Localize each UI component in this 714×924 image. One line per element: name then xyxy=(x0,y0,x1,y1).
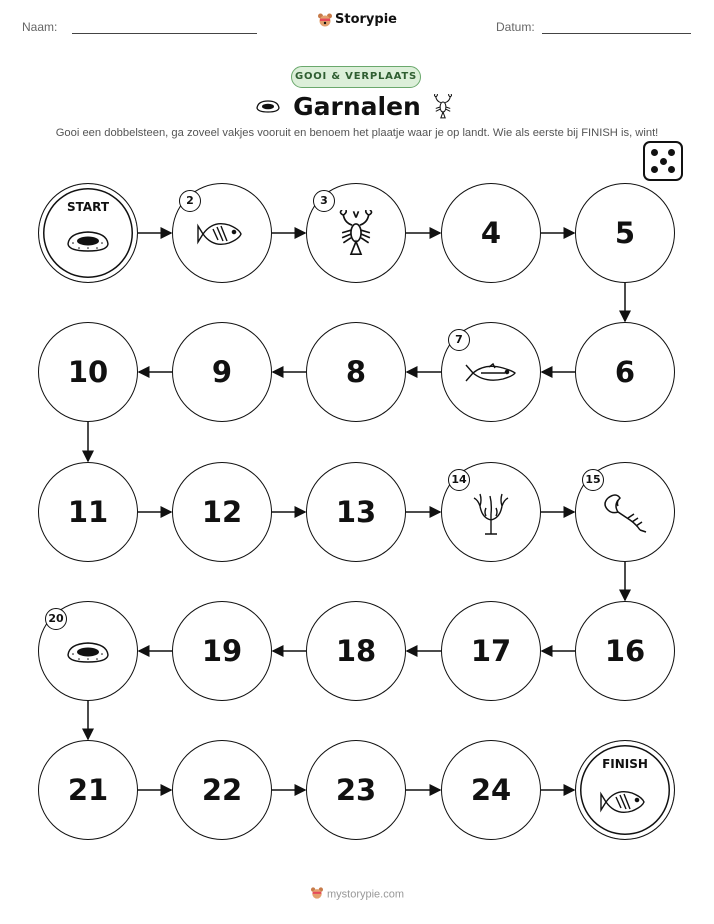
space-number-badge: 20 xyxy=(45,608,67,630)
space-number-badge: 2 xyxy=(179,190,201,212)
board-space-20 xyxy=(38,601,138,701)
board-space-12 xyxy=(172,462,272,562)
space-number-badge: 3 xyxy=(313,190,335,212)
space-number-badge: 15 xyxy=(582,469,604,491)
lobster-icon xyxy=(337,210,375,262)
shrimp-claw-icon xyxy=(600,492,650,538)
name-label: Naam: xyxy=(22,20,58,34)
board-space-9 xyxy=(172,322,272,422)
finish-space xyxy=(575,740,675,840)
space-number: 19 xyxy=(201,634,243,668)
space-label: FINISH xyxy=(602,757,648,771)
space-number: 13 xyxy=(335,495,377,529)
board-space-7 xyxy=(441,322,541,422)
space-number: 5 xyxy=(614,216,636,250)
board-space-10 xyxy=(38,322,138,422)
space-number: 10 xyxy=(67,355,109,389)
fish-icon xyxy=(600,785,650,823)
space-number: 18 xyxy=(335,634,377,668)
board-space-4 xyxy=(441,183,541,283)
space-number: 9 xyxy=(211,355,233,389)
space-label: START xyxy=(66,200,110,214)
space-number-badge: 7 xyxy=(448,329,470,351)
space-number: 16 xyxy=(604,634,646,668)
space-number: 11 xyxy=(67,495,109,529)
space-number: 6 xyxy=(614,355,636,389)
board-space-18 xyxy=(306,601,406,701)
board-space-23 xyxy=(306,740,406,840)
bear-logo-icon xyxy=(310,887,324,902)
page-title: Garnalen xyxy=(293,92,421,121)
board-space-3 xyxy=(306,183,406,283)
space-number: 23 xyxy=(335,773,377,807)
board-space-13 xyxy=(306,462,406,562)
board-space-8 xyxy=(306,322,406,422)
space-number: 17 xyxy=(470,634,512,668)
board-space-15 xyxy=(575,462,675,562)
coral-icon xyxy=(468,490,514,540)
space-number: 21 xyxy=(67,773,109,807)
game-type-badge: GOOI & VERPLAATS xyxy=(291,66,421,88)
start-space xyxy=(38,183,138,283)
tuna-icon xyxy=(465,360,517,390)
board-space-16 xyxy=(575,601,675,701)
board-space-2 xyxy=(172,183,272,283)
burrow-icon xyxy=(65,228,111,258)
board-space-24 xyxy=(441,740,541,840)
space-number-badge: 14 xyxy=(448,469,470,491)
board-space-19 xyxy=(172,601,272,701)
board-space-17 xyxy=(441,601,541,701)
board-space-14 xyxy=(441,462,541,562)
board-space-22 xyxy=(172,740,272,840)
space-number: 12 xyxy=(201,495,243,529)
fish-icon xyxy=(197,217,247,255)
footer-url xyxy=(0,887,714,902)
board-space-11 xyxy=(38,462,138,562)
board-space-6 xyxy=(575,322,675,422)
brand-name: Storypie xyxy=(335,12,397,27)
space-number: 4 xyxy=(480,216,502,250)
footer-text: mystorypie.com xyxy=(326,888,405,901)
space-number: 24 xyxy=(470,773,512,807)
board-space-21 xyxy=(38,740,138,840)
burrow-icon xyxy=(65,639,111,669)
space-number: 8 xyxy=(345,355,367,389)
space-number: 22 xyxy=(201,773,243,807)
date-label: Datum: xyxy=(496,20,535,34)
board-space-5 xyxy=(575,183,675,283)
instructions-text: Gooi een dobbelsteen, ga zoveel vakjes vooruit en benoem het plaatje waar je op landt. Wie als eerste bij FINISH is, wint! xyxy=(55,127,659,139)
